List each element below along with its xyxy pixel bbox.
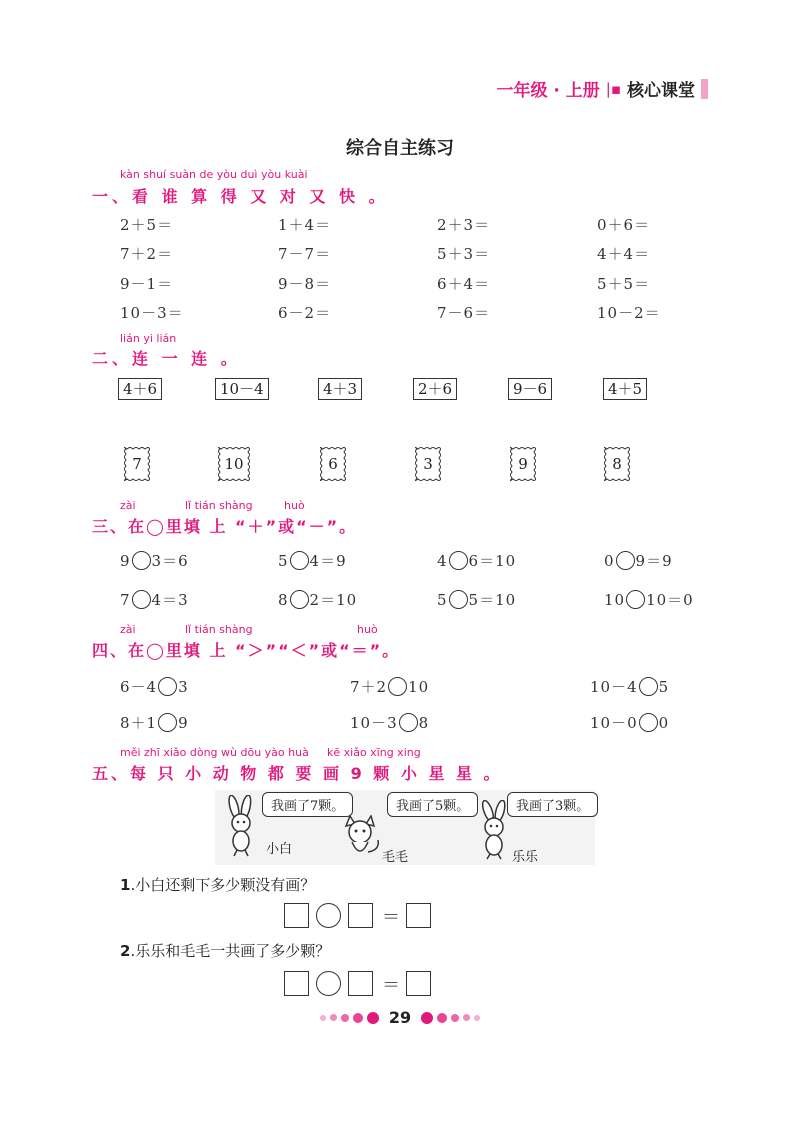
answer-circle[interactable]	[316, 971, 341, 996]
answer-box[interactable]	[284, 903, 309, 928]
s3-heading: 三、在◯里填 上 “＋”或“－”。	[92, 517, 358, 536]
answer-circle[interactable]	[158, 713, 177, 732]
s3-eq: 5 4＝9	[278, 552, 347, 570]
s1-eq: 2＋5＝	[120, 216, 174, 234]
header-separator: |▪	[605, 79, 621, 98]
answer-box[interactable]	[406, 971, 431, 996]
answer-circle[interactable]	[449, 590, 468, 609]
answer-circle[interactable]	[616, 551, 635, 570]
footer-dot	[463, 1014, 470, 1021]
stamp-number: 10	[224, 455, 244, 473]
s1-eq: 6＋4＝	[437, 275, 491, 293]
s1-heading: 一、看 谁 算 得 又 对 又 快 。	[92, 187, 389, 206]
s3-eq: 7 4＝3	[120, 591, 189, 609]
answer-circle[interactable]	[639, 713, 658, 732]
s5-pinyin: měi zhī xiǎo dòng wù dōu yào huà	[120, 746, 309, 759]
stamp-number: 6	[328, 455, 338, 473]
number-stamp[interactable]	[604, 447, 630, 481]
s3-eq: 0 9＝9	[604, 552, 673, 570]
footer-dot	[341, 1014, 349, 1022]
answer-circle[interactable]	[388, 677, 407, 696]
answer-box[interactable]	[284, 971, 309, 996]
s3-pinyin: zài	[120, 499, 136, 512]
rabbit-icon	[222, 795, 262, 857]
s1-eq: 4＋4＝	[597, 245, 651, 263]
question-2: 2.乐乐和毛毛一共画了多少颗？	[120, 942, 331, 960]
s1-pinyin: kàn shuí suàn de yòu duì yòu kuài	[120, 168, 308, 181]
expression-card[interactable]: 4＋3	[318, 378, 362, 400]
answer-circle[interactable]	[290, 590, 309, 609]
animal-name: 乐乐	[512, 850, 539, 865]
footer-dot	[421, 1012, 433, 1024]
s2-heading: 二、连 一 连 。	[92, 349, 241, 368]
grade-label: 一年级 · 上册	[496, 81, 600, 101]
s1-eq: 0＋6＝	[597, 216, 651, 234]
page-header	[496, 76, 708, 101]
s2-pinyin: lián yi lián	[120, 332, 177, 345]
speech-bubble: 我画了5颗。	[387, 792, 478, 817]
s1-eq: 7－6＝	[437, 304, 491, 322]
animal-name: 毛毛	[382, 850, 409, 865]
s1-eq: 1＋4＝	[278, 216, 332, 234]
stamp-number: 8	[612, 455, 622, 473]
s4-pinyin: zài	[120, 623, 136, 636]
s1-eq: 6－2＝	[278, 304, 332, 322]
answer-circle[interactable]	[449, 551, 468, 570]
number-stamp[interactable]	[415, 447, 441, 481]
question-1: 1.小白还剩下多少颗没有画？	[120, 876, 316, 894]
speech-bubble: 我画了7颗。	[262, 792, 353, 817]
s4-eq: 8＋1 9	[120, 714, 189, 732]
s1-eq: 7＋2＝	[120, 245, 174, 263]
s5-heading: 五、每 只 小 动 物 都 要 画 9 颗 小 星 星 。	[92, 764, 503, 783]
rabbit-icon	[474, 800, 514, 860]
header-bar	[701, 79, 708, 99]
number-stamp[interactable]	[218, 447, 250, 481]
answer-circle[interactable]	[639, 677, 658, 696]
s5-pinyin: kē xiǎo xīng xing	[327, 746, 421, 759]
number-stamp[interactable]	[510, 447, 536, 481]
answer-circle[interactable]	[399, 713, 418, 732]
footer-dot	[367, 1012, 379, 1024]
s4-eq: 10－4 5	[590, 678, 670, 696]
expression-card[interactable]: 2＋6	[413, 378, 457, 400]
cat-icon	[338, 814, 384, 860]
answer-circle[interactable]	[132, 551, 151, 570]
footer-dot	[330, 1014, 337, 1021]
s3-pinyin: lǐ tián shàng	[185, 499, 253, 512]
answer-box[interactable]	[348, 971, 373, 996]
s4-eq: 7＋2 10	[350, 678, 430, 696]
stamp-number: 9	[518, 455, 528, 473]
page-number: 29	[388, 1008, 412, 1027]
answer-circle[interactable]	[626, 590, 645, 609]
s3-eq: 10 10＝0	[604, 591, 694, 609]
s3-eq: 4 6＝10	[437, 552, 517, 570]
footer-dot	[451, 1014, 459, 1022]
answer-box[interactable]	[406, 903, 431, 928]
answer-circle[interactable]	[290, 551, 309, 570]
animal-name: 小白	[266, 842, 293, 857]
equals-sign: ＝	[382, 975, 400, 996]
speech-bubble: 我画了3颗。	[507, 792, 598, 817]
course-label: 核心课堂	[627, 81, 695, 101]
s4-eq: 10－0 0	[590, 714, 670, 732]
s3-pinyin: huò	[284, 499, 305, 512]
answer-box[interactable]	[348, 903, 373, 928]
s3-eq: 9 3＝6	[120, 552, 189, 570]
s4-pinyin: huò	[357, 623, 378, 636]
s1-eq: 7－7＝	[278, 245, 332, 263]
s1-eq: 10－3＝	[120, 304, 184, 322]
s1-eq: 10－2＝	[597, 304, 661, 322]
footer-dot	[320, 1015, 326, 1021]
answer-circle[interactable]	[158, 677, 177, 696]
s1-eq: 5＋5＝	[597, 275, 651, 293]
expression-card[interactable]: 9－6	[508, 378, 552, 400]
footer-dot	[353, 1013, 363, 1023]
equals-sign: ＝	[382, 907, 400, 928]
s1-eq: 9－1＝	[120, 275, 174, 293]
stamp-number: 7	[132, 455, 142, 473]
s1-eq: 9－8＝	[278, 275, 332, 293]
number-stamp[interactable]	[320, 447, 346, 481]
s4-pinyin: lǐ tián shàng	[185, 623, 253, 636]
s1-eq: 2＋3＝	[437, 216, 491, 234]
footer-dot	[474, 1015, 480, 1021]
s3-eq: 5 5＝10	[437, 591, 517, 609]
s4-eq: 10－3 8	[350, 714, 430, 732]
page-title: 综合自主练习	[346, 138, 454, 159]
s3-eq: 8 2＝10	[278, 591, 358, 609]
answer-circle[interactable]	[316, 903, 341, 928]
page-footer	[0, 1008, 800, 1027]
expression-card[interactable]: 10－4	[215, 378, 269, 400]
footer-dot	[437, 1013, 447, 1023]
s4-heading: 四、在◯里填 上 “＞”“＜”或“＝”。	[92, 641, 401, 660]
s1-eq: 5＋3＝	[437, 245, 491, 263]
number-stamp[interactable]	[124, 447, 150, 481]
expression-card[interactable]: 4＋5	[603, 378, 647, 400]
answer-circle[interactable]	[132, 590, 151, 609]
expression-card[interactable]: 4＋6	[118, 378, 162, 400]
s4-eq: 6－4 3	[120, 678, 189, 696]
stamp-number: 3	[423, 455, 433, 473]
